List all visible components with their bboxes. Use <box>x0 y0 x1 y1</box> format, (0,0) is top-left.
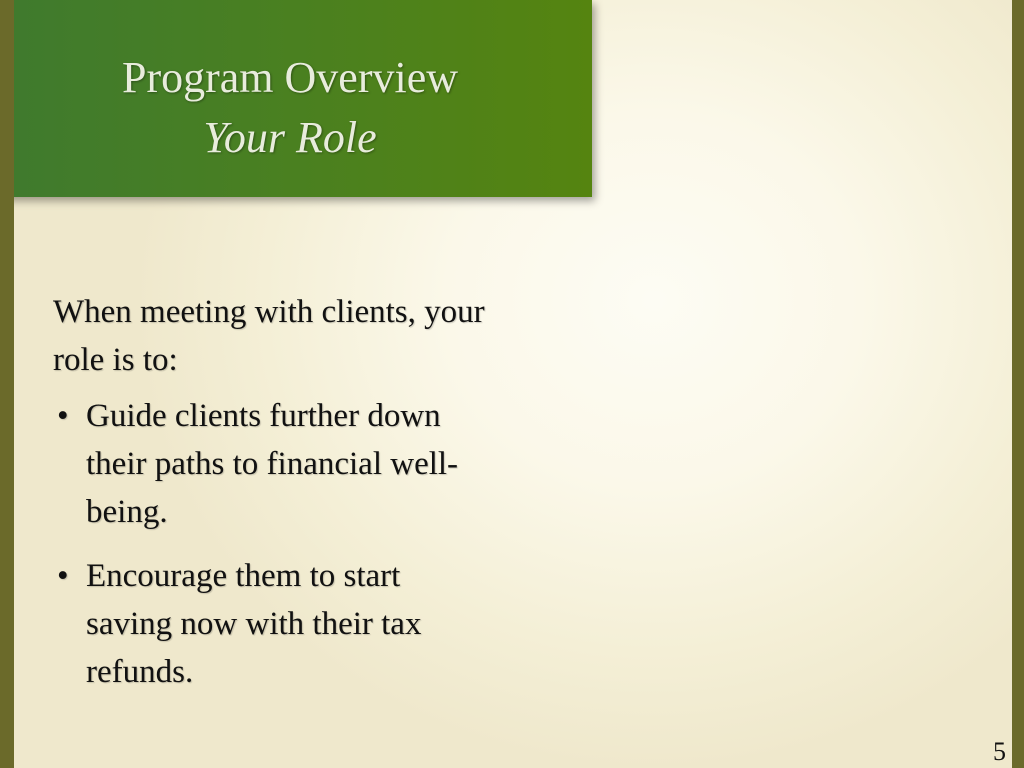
list-item <box>53 392 493 536</box>
bullet-list <box>53 392 493 696</box>
intro-text: When meeting with clients, your role is to: <box>53 294 485 378</box>
bullet-icon: • <box>57 398 69 434</box>
title-bar <box>14 0 592 197</box>
page-number: 5 <box>993 737 1006 766</box>
list-item <box>53 552 493 696</box>
bullet-icon: • <box>57 558 69 594</box>
bullet-text: Encourage them to start saving now with their tax refunds. <box>86 558 422 690</box>
slide-title: Program Overview <box>121 53 458 102</box>
slide-subtitle: Your Role <box>203 113 377 162</box>
slide <box>14 0 1012 768</box>
slide-body <box>53 288 493 712</box>
bullet-text: Guide clients further down their paths to financial well-being. <box>86 398 459 530</box>
